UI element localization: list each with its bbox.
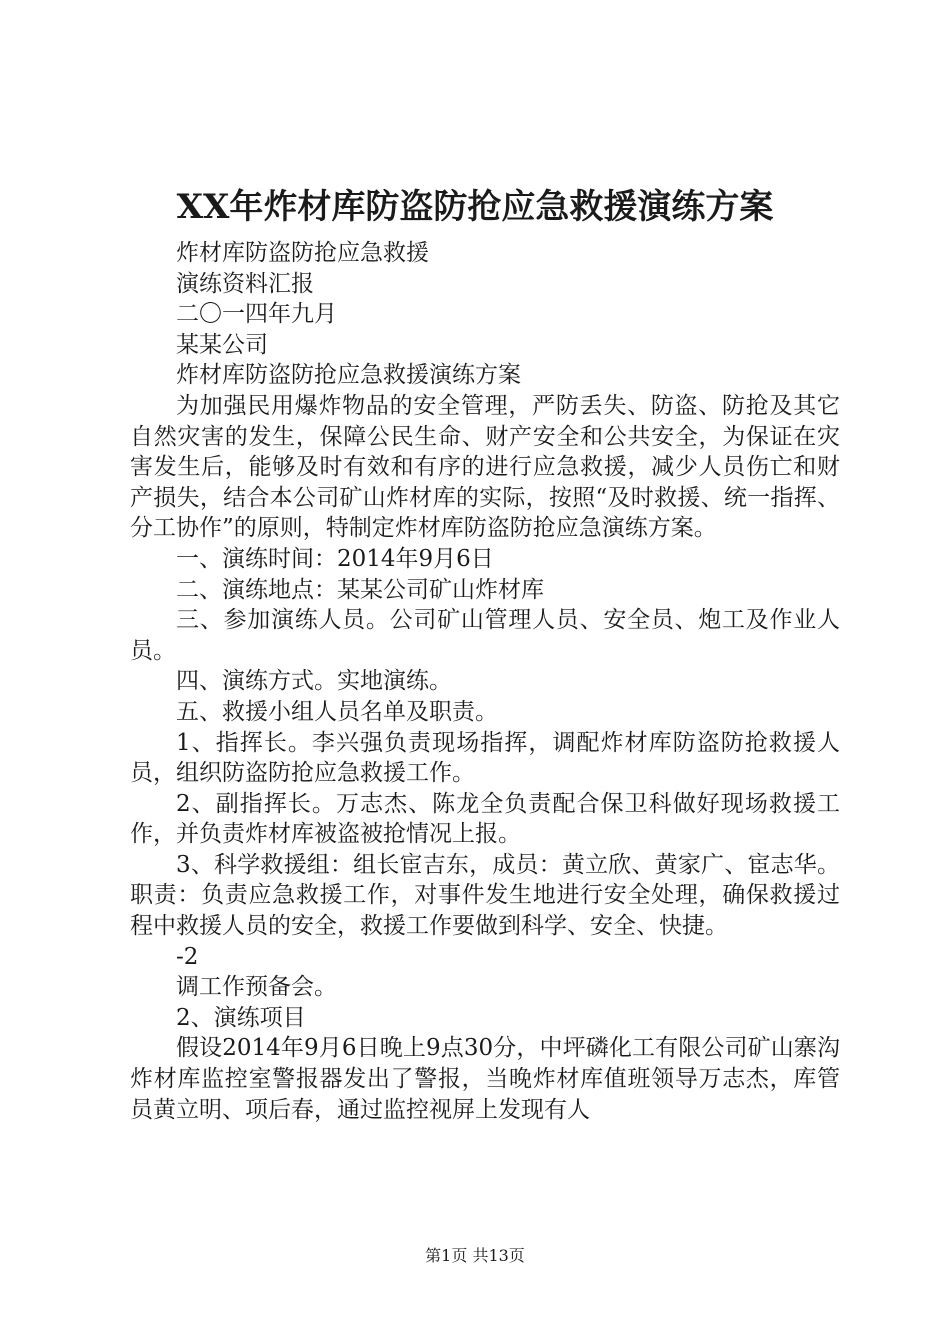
document-body bbox=[130, 238, 840, 1125]
paragraph: 炸材库防盗防抢应急救援 bbox=[176, 240, 429, 266]
paragraph: 三、参加演练人员。公司矿山管理人员、安全员、炮工及作业人员。 bbox=[130, 607, 840, 664]
page-number-footer: 第1页 共13页 bbox=[425, 1246, 525, 1265]
paragraph: -2 bbox=[176, 943, 199, 970]
paragraph: 四、演练方式。实地演练。 bbox=[176, 668, 452, 695]
paragraph: 二〇一四年九月 bbox=[176, 301, 337, 328]
paragraph: 2、演练项目 bbox=[176, 1004, 306, 1031]
paragraph: 3、科学救援组：组长宦吉东，成员：黄立欣、黄家广、宦志华。职责：负责应急救援工作，对事件发生地进行安全处理，确保救援过程中救援人员的安全，救援工作要做到科学、安全、快捷。 bbox=[130, 851, 840, 940]
paragraph: 炸材库防盗防抢应急救援演练方案 bbox=[176, 362, 521, 389]
paragraph: 二、演练地点：某某公司矿山炸材库 bbox=[176, 576, 544, 603]
paragraph: 假设2014年9月6日晚上9点30分，中坪磷化工有限公司矿山寨沟炸材库监控室警报器发出了警报，当晚炸材库值班领导万志杰，库管员黄立明、项后春，通过监控视屏上发现有人 bbox=[130, 1035, 840, 1123]
document-title: XX年炸材库防盗防抢应急救援演练方案 bbox=[176, 187, 774, 227]
paragraph: 调工作预备会。 bbox=[176, 974, 337, 1001]
paragraph: 2、副指挥长。万志杰、陈龙全负责配合保卫科做好现场救援工作，并负责炸材库被盗被抢情况上报。 bbox=[130, 790, 840, 848]
paragraph: 某某公司 bbox=[176, 331, 268, 358]
paragraph: 演练资料汇报 bbox=[176, 270, 314, 297]
paragraph: 为加强民用爆炸物品的安全管理，严防丢失、防盗、防抢及其它自然灾害的发生，保障公民生命、财产安全和公共安全，为保证在灾害发生后，能够及时有效和有序的进行应急救援，减少人员伤亡和财产损失，结合本公司矿山炸材库的实际，按照“及时救援、统一指挥、分工协作”的原则，特制定炸材库防盗防抢应急演练方案。 bbox=[130, 392, 840, 542]
paragraph: 五、救援小组人员名单及职责。 bbox=[176, 698, 498, 725]
paragraph: 1、指挥长。李兴强负责现场指挥，调配炸材库防盗防抢救援人员，组织防盗防抢应急救援工作。 bbox=[130, 729, 840, 787]
paragraph: 一、演练时间：2014年9月6日 bbox=[176, 545, 494, 572]
